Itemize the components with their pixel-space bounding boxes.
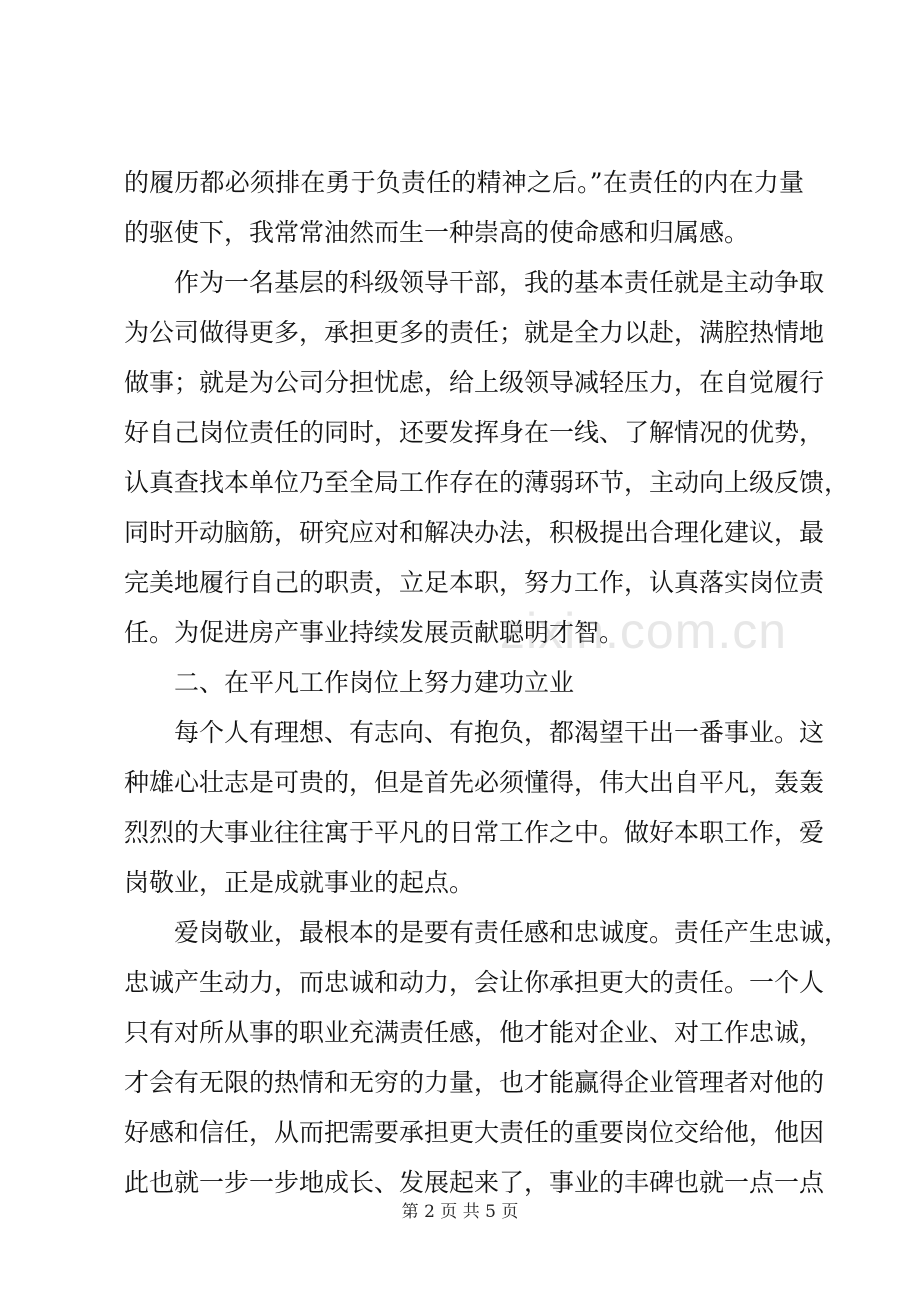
- text-line: 好自己岗位责任的同时，还要发挥身在一线、了解情况的优势，: [124, 418, 825, 447]
- text-line: 认真查找本单位乃至全局工作存在的薄弱环节，主动向上级反馈，: [124, 468, 850, 497]
- watermark: zixin.com.cn: [500, 603, 788, 659]
- text-line: 作为一名基层的科级领导干部，我的基本责任就是主动争取: [174, 268, 825, 297]
- text-line: 为公司做得更多，承担更多的责任；就是全力以赴，满腔热情地: [124, 318, 825, 347]
- text-line: 忠诚产生动力，而忠诚和动力，会让你承担更大的责任。一个人: [124, 968, 825, 997]
- text-line: 任。为促进房产事业持续发展贡献聪明才智。: [124, 618, 625, 647]
- text-line: 爱岗敬业，最根本的是要有责任感和忠诚度。责任产生忠诚，: [174, 918, 850, 947]
- text-line: 才会有无限的热情和无穷的力量，也才能赢得企业管理者对他的: [124, 1068, 825, 1097]
- text-line: 只有对所从事的职业充满责任感，他才能对企业、对工作忠诚，: [124, 1018, 825, 1047]
- text-line: 每个人有理想、有志向、有抱负，都渴望干出一番事业。这: [174, 718, 825, 747]
- text-line: 做事；就是为公司分担忧虑，给上级领导减轻压力，在自觉履行: [124, 368, 825, 397]
- text-line: 岗敬业，正是成就事业的起点。: [124, 868, 475, 897]
- text-line: 同时开动脑筋，研究应对和解决办法，积极提出合理化建议，最: [124, 518, 825, 547]
- text-line: 的驱使下，我常常油然而生一种崇高的使命感和归属感。: [124, 218, 750, 247]
- text-line: 的履历都必须排在勇于负责任的精神之后。”在责任的内在力量: [124, 168, 804, 197]
- text-line: 烈烈的大事业往往寓于平凡的日常工作之中。做好本职工作，爱: [124, 818, 825, 847]
- section-heading: 二、在平凡工作岗位上努力建功立业: [174, 668, 575, 697]
- text-line: 好感和信任，从而把需要承担更大责任的重要岗位交给他，他因: [124, 1118, 825, 1147]
- text-line: 完美地履行自己的职责，立足本职，努力工作，认真落实岗位责: [124, 568, 825, 597]
- text-line: 此也就一步一步地成长、发展起来了，事业的丰碑也就一点一点: [124, 1168, 825, 1197]
- text-line: 种雄心壮志是可贵的，但是首先必须懂得，伟大出自平凡，轰轰: [124, 768, 825, 797]
- page-footer: 第 2 页 共 5 页: [401, 1202, 519, 1222]
